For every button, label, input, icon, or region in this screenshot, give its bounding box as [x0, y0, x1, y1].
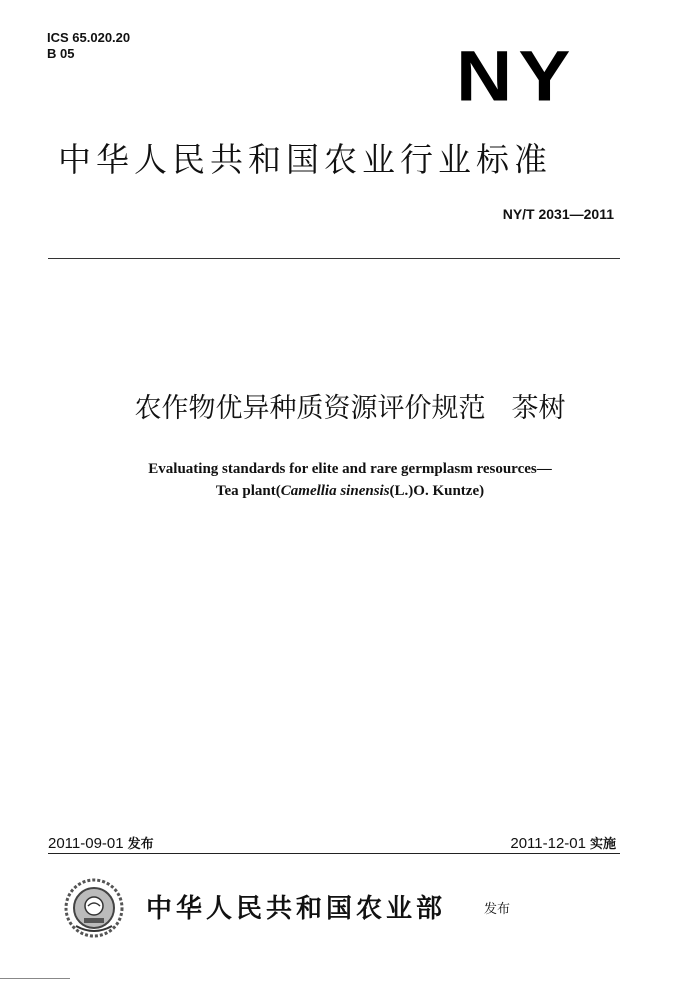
english-title-prefix: Tea plant( [215, 483, 281, 499]
implement-date [510, 833, 616, 852]
english-title [0, 458, 700, 502]
standard-number: NY/T 2031—2011 [502, 206, 614, 222]
publish-label: 发布 [484, 902, 511, 917]
footer-mark [0, 978, 70, 979]
top-divider [48, 258, 620, 259]
class-code: B 05 [47, 46, 75, 61]
english-title-line1: Evaluating standards for elite and rare germplasm resources— [148, 461, 552, 477]
implement-date-value: 2011-12-01 [510, 835, 586, 852]
ministry-name: 中华人民共和国农业部 [146, 894, 447, 924]
chinese-title-main: 农作物优异种质资源评价规范 [134, 393, 486, 424]
implement-label: 实施 [589, 837, 616, 852]
english-title-line2 [0, 480, 700, 502]
issue-date [48, 833, 154, 852]
classification-codes [47, 30, 130, 62]
bottom-divider [48, 853, 620, 854]
ny-logo: NY [456, 35, 577, 117]
national-emblem-icon [62, 876, 126, 940]
chinese-title [0, 392, 700, 426]
issue-date-value: 2011-09-01 [48, 835, 124, 852]
english-title-suffix: (L.)O. Kuntze) [389, 483, 485, 499]
standard-type-title: 中华人民共和国农业行业标准 [58, 140, 552, 179]
ics-code: ICS 65.020.20 [47, 30, 131, 45]
chinese-title-sub: 茶树 [511, 393, 566, 424]
species-name: Camellia sinensis [280, 483, 390, 499]
issue-label: 发布 [127, 837, 154, 852]
